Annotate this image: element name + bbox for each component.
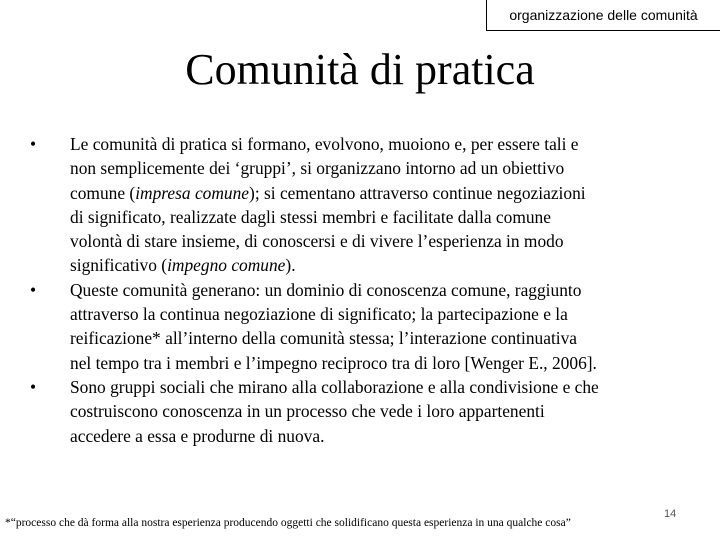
bullet-text-line: nel tempo tra i membri e l’impegno reciproco tra di loro [Wenger E., 2006]. — [70, 352, 597, 373]
emphasis-text: impresa comune — [135, 182, 250, 203]
bullet-text-line: Sono gruppi sociali che mirano alla collaborazione e alla condivisione e che — [70, 376, 599, 397]
slide-title: Comunità di pratica — [185, 45, 535, 94]
page-number: 14 — [664, 508, 677, 520]
bullet-list — [30, 132, 695, 448]
bullet-text-line: costruiscono conoscenza in un processo che vede i loro appartenenti — [70, 401, 545, 422]
bullet-text-line: attraverso la continua negoziazione di significato; la partecipazione e la — [70, 304, 568, 325]
bullet-item — [30, 132, 695, 278]
bullet-text-line: Le comunità di pratica si formano, evolvono, muoiono e, per essere tali e — [70, 134, 579, 154]
bullet-text-line: non semplicemente dei ‘gruppi’, si organizzano intorno ad un obiettivo — [70, 158, 565, 179]
emphasis-text: impegno comune — [167, 255, 286, 276]
bullet-marker: • — [30, 376, 37, 397]
bullet-text-line: comune (impresa comune); si cementano attraverso continue negoziazioni — [70, 182, 586, 203]
bullet-text-line: volontà di stare insieme, di conoscersi e di vivere l’esperienza in modo — [70, 231, 564, 252]
bullet-marker: • — [30, 134, 37, 154]
bullet-text-line: Queste comunità generano: un dominio di conoscenza comune, raggiunto — [70, 279, 582, 300]
bullet-item — [30, 375, 695, 448]
bullet-text-line: di significato, realizzate dagli stessi membri e facilitate dalla comune — [70, 206, 551, 227]
bullet-text-line: accedere a essa e produrne di nuova. — [70, 425, 325, 446]
footnote: *“processo che dà forma alla nostra esperienza producendo oggetti che solidificano questa esperienza in una qualche cosa” — [5, 517, 571, 529]
bullet-marker: • — [30, 279, 37, 300]
section-tag: organizzazione delle comunità — [486, 0, 720, 31]
bullet-item — [30, 278, 695, 375]
bullet-text-line: reificazione* all’interno della comunità stessa; l’interazione continuativa — [70, 328, 578, 349]
bullet-text-line: significativo (impegno comune). — [70, 255, 296, 276]
